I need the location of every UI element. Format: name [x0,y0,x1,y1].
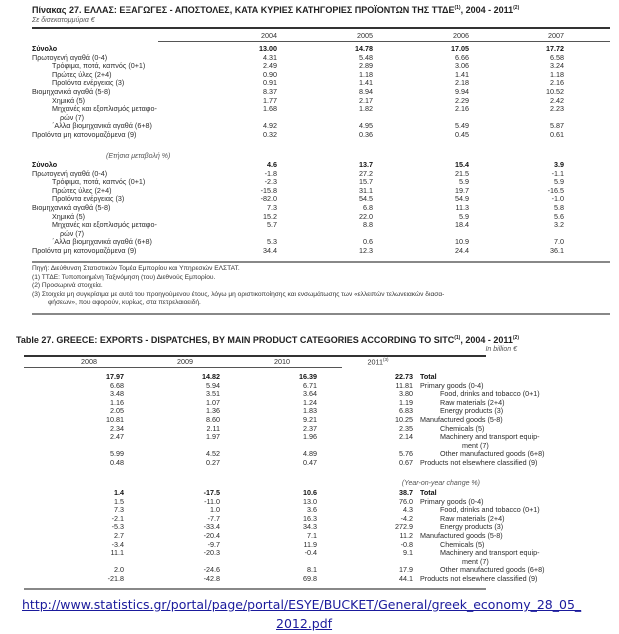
cell-2010: 3.64 [303,389,317,399]
cell-2008: 2.34 [110,423,124,433]
cell-2008: 10.81 [106,415,124,424]
cell-2009: -33.4 [203,522,220,532]
year-header-2008 [64,357,114,366]
cell-2007: 3.9 [554,160,564,169]
cell-2011: 2.35 [399,423,413,433]
cell-2010: 9.21 [303,415,317,424]
cell-2007: -1.1 [551,168,564,178]
cell-2006: 5.49 [455,121,469,131]
cell-2008: 2.7 [114,531,124,540]
cell-2008: 1.16 [110,397,124,407]
cell-2006: 17.05 [451,44,469,53]
cell-2011: 2.14 [399,432,413,442]
year-header-2004: 2004 [261,31,277,40]
greek-header-rule [158,41,610,42]
cell-2005: 54.5 [359,194,373,204]
table-row [0,549,619,558]
year-header-2007: 2007 [548,31,564,40]
cell-2008: 5.99 [110,449,124,459]
cell-2006: 19.7 [455,185,469,195]
cell-2010: 16.39 [299,372,317,381]
cell-2004: 13.00 [259,44,277,53]
cell-2008: 0.48 [110,458,124,467]
table-row [0,247,619,256]
cell-2005: 31.1 [359,185,373,195]
row-label: Total [420,372,437,381]
cell-2004: 15.2 [263,211,277,221]
english-title-footnote-2: (2) [512,335,519,341]
cell-2011: -4.2 [400,513,413,523]
cell-2011: 76.0 [399,496,413,506]
row-label: Chemicals (5) [440,423,485,433]
cell-2009: 1.36 [206,406,220,416]
cell-2004: 0.90 [263,69,277,79]
cell-2004: -15.8 [260,185,277,195]
cell-2009: 3.51 [206,389,220,399]
row-label: ρών (7) [60,228,85,238]
cell-2011: 1.19 [399,397,413,407]
row-label: Μηχανές και εξοπλισμός μεταφο- [52,104,157,114]
cell-2004: -2.3 [264,177,277,187]
cell-2007: 2.23 [550,104,564,114]
cell-2004: 0.91 [263,78,277,88]
row-label: Machinery and transport equip- [440,432,540,442]
cell-2011: 17.9 [399,565,413,575]
cell-2007: 2.16 [550,78,564,88]
cell-2005: 13.7 [359,160,373,169]
row-label: Σύνολο [32,160,58,169]
cell-2010: 34.3 [303,522,317,532]
footnote: Πηγή: Διεύθυνση Στατιστικών Τομέα Εμπορίου και Υπηρεσιών ΕΛΣΤΑΤ. [32,265,240,272]
cell-2005: 0.6 [363,237,373,247]
cell-2004: 5.7 [267,220,277,230]
cell-2004: 8.37 [263,87,277,96]
table-row [0,575,619,584]
cell-2006: 54.9 [455,194,469,204]
cell-2007: 5.87 [550,121,564,131]
english-title-years: , 2004 - 2011 [460,335,513,345]
row-label: Προϊόντα ενέργειας (3) [52,194,125,204]
cell-2010: 8.1 [307,565,317,575]
greek-bottom-rule [32,261,610,263]
row-label: Manufactured goods (5-8) [420,415,503,424]
cell-2009: 0.27 [206,458,220,467]
cell-2007: 5.9 [554,177,564,187]
english-header-rule [24,367,342,368]
greek-title-text: Πίνακας 27. ΕΛΛΑΣ: ΕΞΑΓΩΓΕΣ - ΑΠΟΣΤΟΛΕΣ, ΚΑΤΑ ΚΥΡΙΕΣ ΚΑΤΗΓΟΡΙΕΣ ΠΡΟΪΟΝΤΩΝ ΤΗΣ ΤΤΔΕ [32,5,455,15]
cell-2008: 2.47 [110,432,124,442]
greek-title-footnote-2: (2) [513,5,520,11]
cell-2006: 2.29 [455,95,469,105]
row-label: Χημικά (5) [52,211,85,221]
cell-2005: 1.82 [359,104,373,114]
row-label: Βιομηχανικά αγαθά (5-8) [32,203,111,212]
cell-2007: 36.1 [550,246,564,255]
cell-2006: 10.9 [455,237,469,247]
cell-2006: 5.9 [459,211,469,221]
row-label: ment (7) [462,556,489,566]
cell-2010: 2.37 [303,423,317,433]
greek-unit-label: Σε δισεκατομμύρια € [32,17,95,24]
cell-2010: 16.3 [303,513,317,523]
year-header-2009 [160,357,210,366]
row-label: Primary goods (0-4) [420,380,484,390]
row-label: Πρώτες ύλες (2+4) [52,69,112,79]
cell-2004: -82.0 [260,194,277,204]
row-label: Προϊόντα μη κατονομαζόμενα (9) [32,130,137,139]
cell-2004: 34.4 [263,246,277,255]
cell-2009: -17.5 [203,488,220,497]
cell-2005: 2.17 [359,95,373,105]
english-unit-label: In billion € [485,346,517,353]
cell-2004: 7.3 [267,203,277,212]
cell-2008: 17.97 [106,372,124,381]
greek-top-rule [32,27,610,29]
cell-2011: 3.80 [399,389,413,399]
cell-2007: 1.18 [550,69,564,79]
cell-2011: 10.25 [395,415,413,424]
cell-2010: 1.96 [303,432,317,442]
cell-2007: 6.58 [550,52,564,62]
cell-2004: 2.49 [263,61,277,71]
cell-2006: 9.94 [455,87,469,96]
year-text: 2011 [367,357,383,367]
cell-2011: 38.7 [399,488,413,497]
cell-2010: 3.6 [307,505,317,515]
english-title-footnote-1: (1) [454,335,461,341]
cell-2009: -24.6 [203,565,220,575]
cell-2004: 0.32 [263,130,277,139]
row-label: Σύνολο [32,44,58,53]
cell-2009: 8.60 [206,415,220,424]
cell-2007: 0.61 [550,130,564,139]
cell-2005: 27.2 [359,168,373,178]
cell-2010: 11.9 [303,539,317,549]
cell-2005: 8.8 [363,220,373,230]
greek-title-years: , 2004 - 2011 [460,5,514,15]
year-header-2010 [257,357,307,366]
row-label: Raw materials (2+4) [440,397,505,407]
cell-2006: 24.4 [455,246,469,255]
english-title-text: Table 27. GREECE: EXPORTS - DISPATCHES, BY MAIN PRODUCT CATEGORIES ACCORDING TO SITC [15,335,455,345]
cell-2007: 10.52 [546,87,564,96]
cell-2010: -0.4 [304,548,317,558]
source-link-line-1[interactable]: http://www.statistics.gr/portal/page/portal/ESYE/BUCKET/General/greek_economy_28_05_ [22,597,582,612]
greek-title-footnote-1: (1) [454,5,461,11]
cell-2005: 6.8 [363,203,373,212]
row-label: Products not elsewhere classified (9) [420,458,538,467]
cell-2009: 14.82 [202,372,220,381]
cell-2006: 0.45 [455,130,469,139]
year-footnote: (3) [382,357,389,362]
cell-2006: 1.41 [455,69,469,79]
cell-2011: 44.1 [399,574,413,583]
table-row [0,105,619,114]
table-row [0,433,619,442]
cell-2006: 2.16 [455,104,469,114]
cell-2008: 2.0 [114,565,124,575]
cell-2005: 22.0 [359,211,373,221]
cell-2008: -3.4 [111,539,124,549]
cell-2006: 6.66 [455,52,469,62]
row-label: Chemicals (5) [440,539,485,549]
cell-2008: -2.1 [111,513,124,523]
cell-2009: -42.8 [203,574,220,583]
year-header-2006: 2006 [453,31,469,40]
row-label: Machinery and transport equip- [440,548,540,558]
row-label: Βιομηχανικά αγαθά (5-8) [32,87,111,96]
cell-2010: 69.8 [303,574,317,583]
cell-2008: 6.68 [110,380,124,390]
row-label: Τρόφιμα, ποτά, καπνός (0+1) [52,61,146,71]
cell-2005: 12.3 [359,246,373,255]
cell-2006: 15.4 [455,160,469,169]
cell-2008: -21.8 [107,574,124,583]
cell-2005: 0.36 [359,130,373,139]
cell-2009: 4.52 [206,449,220,459]
cell-2005: 14.78 [355,44,373,53]
cell-2007: 5.6 [554,211,564,221]
cell-2011: 0.67 [399,458,413,467]
row-label: Manufactured goods (5-8) [420,531,503,540]
footnote: (2) Προσωρινά στοιχεία. [32,282,103,290]
year-header-2011 [353,357,403,366]
cell-2009: -20.3 [203,548,220,558]
row-label: Προϊόντα μη κατονομαζόμενα (9) [32,246,137,255]
row-label: Total [420,488,437,497]
cell-2004: 4.6 [267,160,277,169]
row-label: Products not elsewhere classified (9) [420,574,538,583]
cell-2011: 6.83 [399,406,413,416]
row-label: ΄Αλλα βιομηχανικά αγαθά (6+8) [52,237,152,247]
cell-2008: 1.5 [114,496,124,506]
row-label: ment (7) [462,440,489,450]
cell-2007: 2.42 [550,95,564,105]
row-label: Πρώτες ύλες (2+4) [52,185,112,195]
cell-2005: 15.7 [359,177,373,187]
table-row [0,88,619,97]
greek-notes-rule [32,313,610,315]
cell-2004: -1.8 [264,168,277,178]
cell-2007: 5.8 [554,203,564,212]
cell-2011: 5.76 [399,449,413,459]
row-label: Food, drinks and tobacco (0+1) [440,389,540,399]
row-label: Other manufactured goods (6+8) [440,449,545,459]
cell-2007: 3.24 [550,61,564,71]
cell-2009: -7.7 [207,513,220,523]
footnote: (3) Στοιχεία μη συγκρίσιμα με αυτά του προηγούμενου έτους, λόγω μη οριστικοποίησης και ενσωμάτωσης των «ελλειπών τελωνειακών διασα- [32,290,445,298]
cell-2009: 5.94 [206,380,220,390]
cell-2010: 4.89 [303,449,317,459]
footnote: (1) ΤΤΔΕ: Τυποποιημένη Ταξινόμηση (του) Διεθνούς Εμπορίου. [32,273,216,281]
cell-2006: 11.3 [455,203,469,212]
cell-2005: 4.95 [359,121,373,131]
cell-2009: 1.07 [206,397,220,407]
row-label: Raw materials (2+4) [440,513,505,523]
cell-2006: 2.18 [455,78,469,88]
cell-2011: 11.81 [395,380,413,390]
cell-2007: -1.0 [551,194,564,204]
cell-2010: 1.24 [303,397,317,407]
row-label: Energy products (3) [440,522,504,532]
cell-2009: -20.4 [203,531,220,540]
english-table-title [16,335,519,345]
cell-2009: 1.97 [206,432,220,442]
cell-2008: 11.1 [110,548,124,558]
row-label: Τρόφιμα, ποτά, καπνός (0+1) [52,177,146,187]
cell-2006: 18.4 [455,220,469,230]
cell-2007: 3.2 [554,220,564,230]
greek-change-label: (Ετήσια μεταβολή %) [106,153,171,160]
cell-2005: 1.41 [359,78,373,88]
row-label: Other manufactured goods (6+8) [440,565,545,575]
cell-2011: 9.1 [403,548,413,558]
cell-2008: 2.05 [110,406,124,416]
cell-2007: 17.72 [546,44,564,53]
row-label: ΄Αλλα βιομηχανικά αγαθά (6+8) [52,121,152,131]
cell-2005: 8.94 [359,87,373,96]
row-label: ρών (7) [60,112,85,122]
cell-2008: 1.4 [114,488,124,497]
english-bottom-rule [24,588,486,590]
row-label: Πρωτογενή αγαθά (0-4) [32,52,108,62]
cell-2009: 1.0 [210,505,220,515]
cell-2008: 3.48 [110,389,124,399]
cell-2009: -9.7 [207,539,220,549]
table-row [0,459,619,468]
cell-2010: 6.71 [303,380,317,390]
cell-2004: 1.77 [263,95,277,105]
cell-2005: 5.48 [359,52,373,62]
cell-2010: 1.83 [303,406,317,416]
year-header-2005: 2005 [357,31,373,40]
row-label: Food, drinks and tobacco (0+1) [440,505,540,515]
row-label: Χημικά (5) [52,95,85,105]
cell-2004: 5.3 [267,237,277,247]
row-label: Energy products (3) [440,406,504,416]
cell-2006: 21.5 [455,168,469,178]
cell-2007: -16.5 [547,185,564,195]
cell-2009: -11.0 [204,496,220,506]
cell-2010: 10.6 [303,488,317,497]
cell-2011: -0.8 [400,539,413,549]
cell-2010: 13.0 [303,496,317,506]
cell-2008: 7.3 [114,505,124,515]
year-text: 2009 [177,357,193,366]
row-label: Πρωτογενή αγαθά (0-4) [32,168,108,178]
cell-2010: 0.47 [303,458,317,467]
table-row [0,131,619,140]
table-row [0,204,619,213]
cell-2011: 11.2 [399,531,413,540]
row-label: Primary goods (0-4) [420,496,484,506]
footnote: φήσεων», που αφορούν, κυρίως, στα πετρελαιοειδή. [48,299,201,307]
cell-2009: 2.11 [206,423,220,433]
cell-2011: 22.73 [395,372,413,381]
cell-2006: 5.9 [459,177,469,187]
source-link-line-2[interactable]: 2012.pdf [276,616,333,631]
year-text: 2010 [274,357,290,366]
cell-2004: 4.92 [263,121,277,131]
cell-2011: 272.9 [395,522,413,532]
cell-2005: 2.89 [359,61,373,71]
english-change-label: (Year-on-year change %) [401,480,480,487]
row-label: Προϊόντα ενέργειας (3) [52,78,125,88]
cell-2004: 4.31 [263,52,277,62]
cell-2007: 7.0 [554,237,564,247]
cell-2011: 4.3 [403,505,413,515]
year-text: 2008 [81,357,97,366]
cell-2006: 3.06 [455,61,469,71]
cell-2005: 1.18 [359,69,373,79]
row-label: Μηχανές και εξοπλισμός μεταφο- [52,220,157,230]
cell-2010: 7.1 [307,531,317,540]
table-row [0,221,619,230]
cell-2004: 1.68 [263,104,277,114]
greek-table-title [32,5,519,15]
cell-2008: -5.3 [111,522,124,532]
